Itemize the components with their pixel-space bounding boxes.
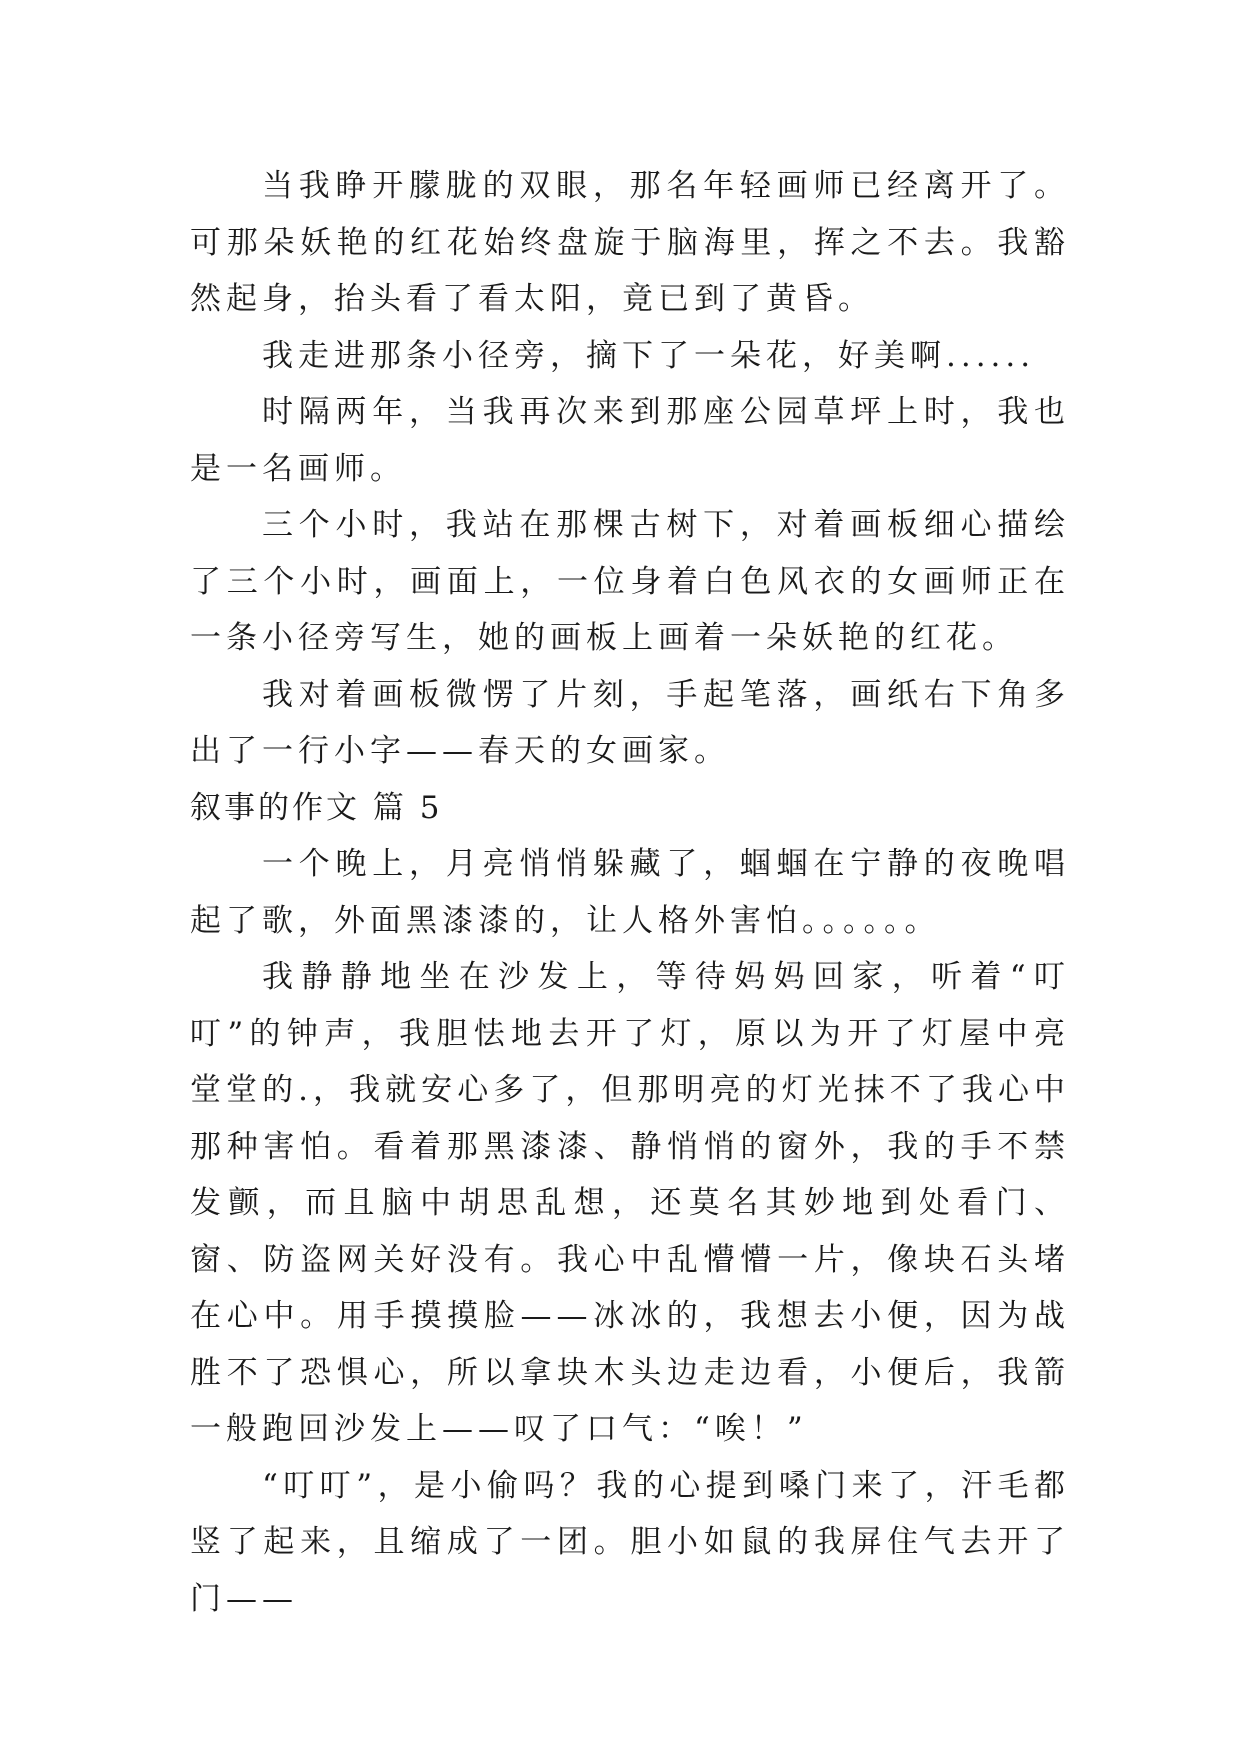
paragraph-7: 我静静地坐在沙发上，等待妈妈回家，听着“叮叮”的钟声，我胆怯地去开了灯，原以为开了灯屋中亮堂堂的.，我就安心多了，但那明亮的灯光抹不了我心中那种害怕。看着那黑漆漆、静悄悄的窗外，我的手不禁发颤，而且脑中胡思乱想，还莫名其妙地到处看门、窗、防盗网关好没有。我心中乱懵懵一片，像块石头堵在心中。用手摸摸脸——冰冰的，我想去小便，因为战胜不了恐惧心，所以拿块木头边走边看，小便后，我箭一般跑回沙发上——叹了口气：“唉！” <box>190 959 1070 1447</box>
paragraph-4: 三个小时，我站在那棵古树下，对着画板细心描绘了三个小时，画面上，一位身着白色风衣的女画师正在一条小径旁写生，她的画板上画着一朵妖艳的红花。 <box>190 507 1070 656</box>
paragraph-6: 一个晚上，月亮悄悄躲藏了，蝈蝈在宁静的夜晚唱起了歌，外面黑漆漆的，让人格外害怕。。。。。。 <box>190 846 1070 939</box>
section-heading: 叙事的作文 篇 5 <box>190 789 443 826</box>
paragraph-2: 我走进那条小径旁，摘下了一朵花，好美啊...... <box>262 337 1036 374</box>
paragraph-8: “叮叮”，是小偷吗？我的心提到嗓门来了，汗毛都竖了起来，且缩成了一团。胆小如鼠的我屏住气去开了门—— <box>190 1467 1070 1617</box>
paragraph-3: 时隔两年，当我再次来到那座公园草坪上时，我也是一名画师。 <box>190 394 1070 487</box>
paragraph-1: 当我睁开朦胧的双眼，那名年轻画师已经离开了。可那朵妖艳的红花始终盘旋于脑海里，挥之不去。我豁然起身，抬头看了看太阳，竟已到了黄昏。 <box>190 168 1070 317</box>
document-body <box>190 158 1070 1627</box>
paragraph-5: 我对着画板微愣了片刻，手起笔落，画纸右下角多出了一行小字——春天的女画家。 <box>190 676 1070 769</box>
